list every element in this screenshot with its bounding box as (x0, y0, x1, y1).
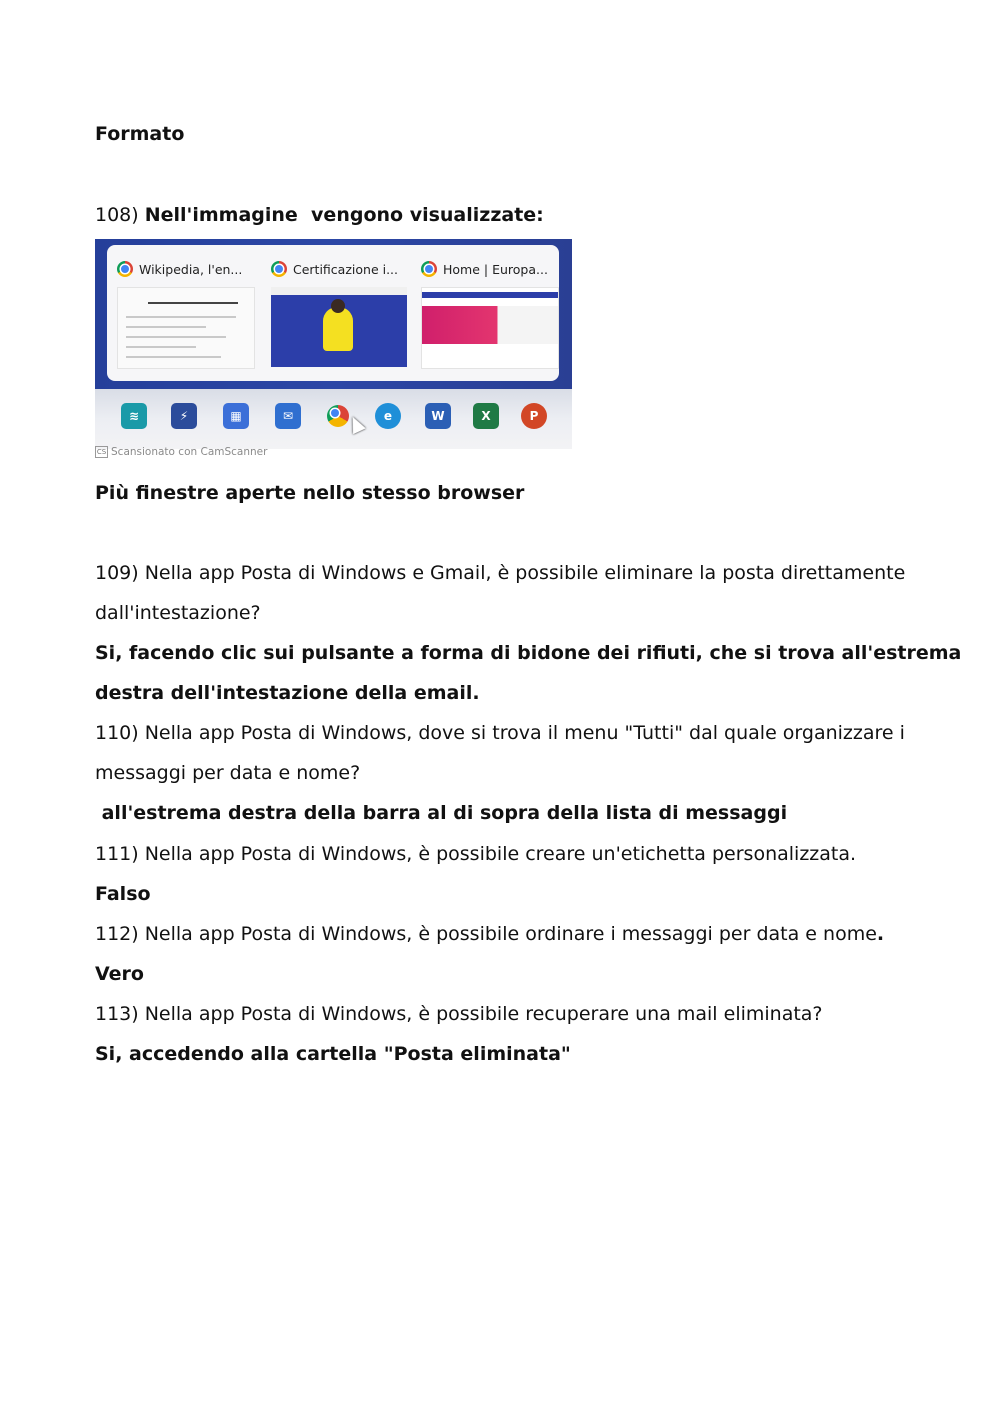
tab-previews-panel (107, 245, 559, 381)
certificazione-preview (271, 287, 407, 367)
chrome-icon (421, 261, 437, 277)
question-110-line2: messaggi per data e nome? (95, 762, 361, 784)
answer-108: Più finestre aperte nello stesso browser (95, 482, 525, 504)
answer-113: Si, accedendo alla cartella "Posta eliminata" (95, 1043, 571, 1065)
question-108-number: 108) (95, 204, 139, 226)
store-icon[interactable]: ⚡ (171, 403, 197, 429)
edge-icon[interactable]: e (375, 403, 401, 429)
mail-icon[interactable]: ✉ (275, 403, 301, 429)
tab-preview-3 (421, 253, 561, 373)
wikipedia-preview (117, 287, 255, 369)
camscanner-caption (95, 446, 267, 458)
chrome-icon (271, 261, 287, 277)
person-image (323, 307, 353, 351)
section-title: Formato (95, 123, 185, 145)
calendar-icon[interactable]: ▦ (223, 403, 249, 429)
camscanner-text: Scansionato con CamScanner (111, 446, 268, 458)
tab-preview-title: Certificazione i... (293, 261, 398, 277)
question-112-period: . (876, 923, 885, 945)
answer-111: Falso (95, 883, 151, 905)
answer-110: all'estrema destra della barra al di sopra della lista di messaggi (95, 802, 788, 824)
question-112-text: 112) Nella app Posta di Windows, è possibile ordinare i messaggi per data e nome (95, 923, 877, 945)
tab-preview-title: Wikipedia, l'en... (139, 261, 243, 277)
taskbar (95, 397, 572, 437)
tab-preview-title: Home | Europa... (443, 261, 548, 277)
tab-preview-2 (271, 253, 411, 373)
word-icon[interactable]: W (425, 403, 451, 429)
tab-preview-1 (117, 253, 257, 373)
question-111: 111) Nella app Posta di Windows, è possibile creare un'etichetta personalizzata. (95, 843, 857, 865)
answer-109-line2: destra dell'intestazione della email. (95, 682, 480, 704)
question-108-text: Nell'immagine vengono visualizzate: (144, 204, 544, 226)
question-108 (95, 202, 544, 228)
question-112 (95, 921, 884, 947)
question-113: 113) Nella app Posta di Windows, è possibile recuperare una mail eliminata? (95, 1003, 823, 1025)
excel-icon[interactable]: X (473, 403, 499, 429)
powerpoint-icon[interactable]: P (521, 403, 547, 429)
browser-windows-screenshot (95, 239, 572, 449)
question-109-line2: dall'intestazione? (95, 602, 261, 624)
question-110-line1: 110) Nella app Posta di Windows, dove si trova il menu "Tutti" dal quale organizzare i (95, 722, 905, 744)
answer-109-line1: Si, facendo clic sui pulsante a forma di bidone dei rifiuti, che si trova all'estrema (95, 642, 962, 664)
photos-icon[interactable]: ≋ (121, 403, 147, 429)
chrome-icon[interactable] (325, 403, 351, 429)
europa-preview (421, 287, 559, 369)
answer-112: Vero (95, 963, 144, 985)
chrome-icon (117, 261, 133, 277)
question-109-line1: 109) Nella app Posta di Windows e Gmail, è possibile eliminare la posta direttamente (95, 562, 906, 584)
camscanner-icon: CS (96, 448, 107, 456)
